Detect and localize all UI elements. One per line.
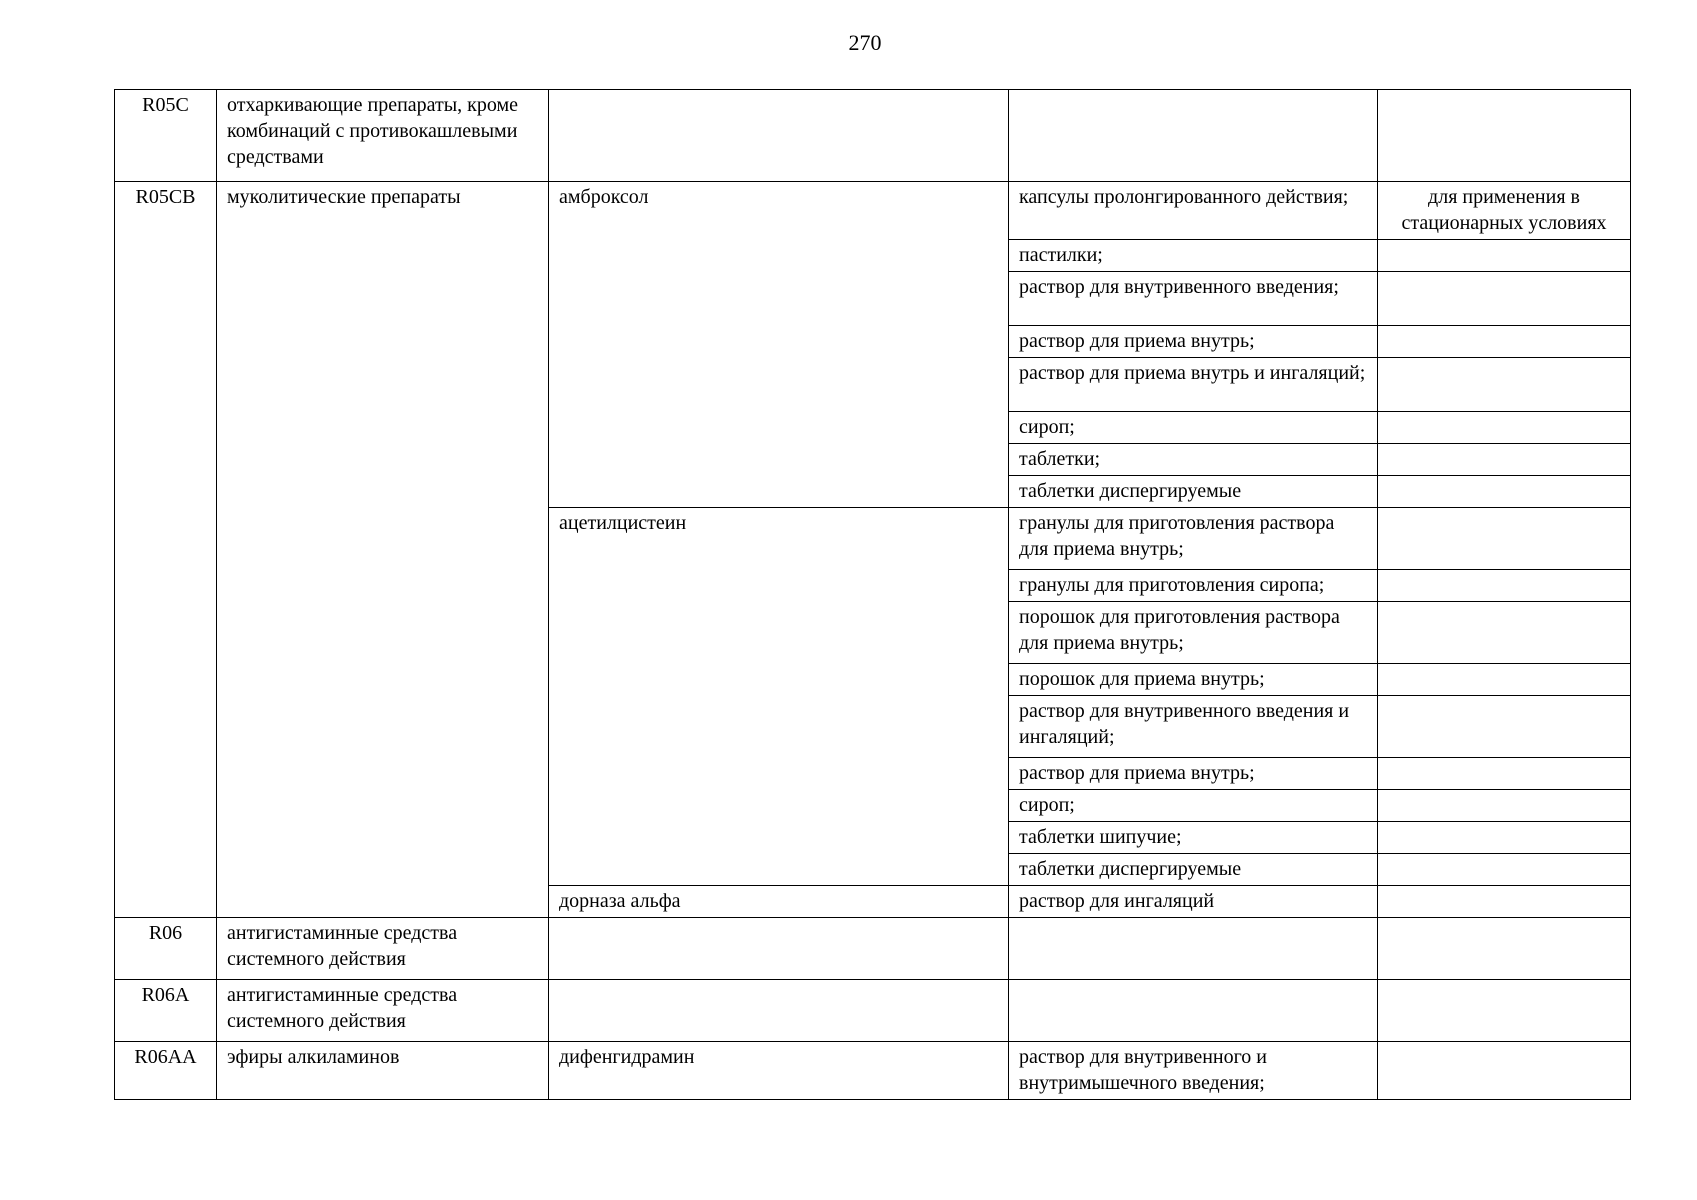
- dosage-form: сироп;: [1009, 412, 1378, 444]
- drug-name: ацетилцистеин: [549, 508, 1009, 886]
- dosage-form-cell: [1009, 980, 1378, 1042]
- dosage-form: капсулы пролонгированного действия;: [1009, 182, 1378, 240]
- note-cell: [1378, 508, 1631, 570]
- table-row-r06aa: [115, 1042, 1631, 1100]
- note-cell: [1378, 412, 1631, 444]
- dosage-form: раствор для внутривенного введения и ингаляций;: [1009, 696, 1378, 758]
- atc-code: R06: [115, 918, 217, 980]
- dosage-form: порошок для приема внутрь;: [1009, 664, 1378, 696]
- pharmacological-group: отхаркивающие препараты, кроме комбинаций с противокашлевыми средствами: [217, 90, 549, 182]
- note-cell: [1378, 358, 1631, 412]
- atc-code: R06AA: [115, 1042, 217, 1100]
- atc-code: R05C: [115, 90, 217, 182]
- dosage-form: таблетки диспергируемые: [1009, 476, 1378, 508]
- atc-code: R06A: [115, 980, 217, 1042]
- dosage-form: раствор для приема внутрь;: [1009, 326, 1378, 358]
- note-cell: [1378, 918, 1631, 980]
- note-cell: [1378, 1042, 1631, 1100]
- page-number: 270: [848, 30, 882, 55]
- note-cell: [1378, 790, 1631, 822]
- drug-name-cell: [549, 90, 1009, 182]
- note-cell: [1378, 758, 1631, 790]
- note-cell: [1378, 886, 1631, 918]
- drug-name-cell: [549, 980, 1009, 1042]
- dosage-form: раствор для внутривенного и внутримышечного введения;: [1009, 1042, 1378, 1100]
- dosage-form: пастилки;: [1009, 240, 1378, 272]
- drug-name: дифенгидрамин: [549, 1042, 1009, 1100]
- dosage-form: раствор для внутривенного введения;: [1009, 272, 1378, 326]
- note-cell: [1378, 980, 1631, 1042]
- dosage-form: сироп;: [1009, 790, 1378, 822]
- usage-note: для применения в стационарных условиях: [1378, 182, 1631, 240]
- note-cell: [1378, 822, 1631, 854]
- dosage-form-cell: [1009, 918, 1378, 980]
- note-cell: [1378, 476, 1631, 508]
- table-row: [115, 182, 1631, 240]
- dosage-form: порошок для приготовления раствора для приема внутрь;: [1009, 602, 1378, 664]
- dosage-form: раствор для приема внутрь и ингаляций;: [1009, 358, 1378, 412]
- note-cell: [1378, 272, 1631, 326]
- dosage-form-cell: [1009, 90, 1378, 182]
- drug-name: дорназа альфа: [549, 886, 1009, 918]
- note-cell: [1378, 90, 1631, 182]
- note-cell: [1378, 696, 1631, 758]
- pharmacological-group: антигистаминные средства системного действия: [217, 918, 549, 980]
- note-cell: [1378, 570, 1631, 602]
- dosage-form: таблетки шипучие;: [1009, 822, 1378, 854]
- drug-list-table: [114, 89, 1631, 1100]
- dosage-form: гранулы для приготовления раствора для приема внутрь;: [1009, 508, 1378, 570]
- table-row-r06: [115, 918, 1631, 980]
- note-cell: [1378, 602, 1631, 664]
- dosage-form: раствор для приема внутрь;: [1009, 758, 1378, 790]
- dosage-form: таблетки;: [1009, 444, 1378, 476]
- note-cell: [1378, 326, 1631, 358]
- note-cell: [1378, 854, 1631, 886]
- pharmacological-group: эфиры алкиламинов: [217, 1042, 549, 1100]
- drug-name-cell: [549, 918, 1009, 980]
- pharmacological-group: муколитические препараты: [217, 182, 549, 918]
- note-cell: [1378, 444, 1631, 476]
- drug-name: амброксол: [549, 182, 1009, 508]
- dosage-form: таблетки диспергируемые: [1009, 854, 1378, 886]
- dosage-form: раствор для ингаляций: [1009, 886, 1378, 918]
- note-cell: [1378, 664, 1631, 696]
- pharmacological-group: антигистаминные средства системного действия: [217, 980, 549, 1042]
- atc-code: R05CB: [115, 182, 217, 918]
- table-row-r06a: [115, 980, 1631, 1042]
- note-cell: [1378, 240, 1631, 272]
- dosage-form: гранулы для приготовления сиропа;: [1009, 570, 1378, 602]
- table-row-r05c: [115, 90, 1631, 182]
